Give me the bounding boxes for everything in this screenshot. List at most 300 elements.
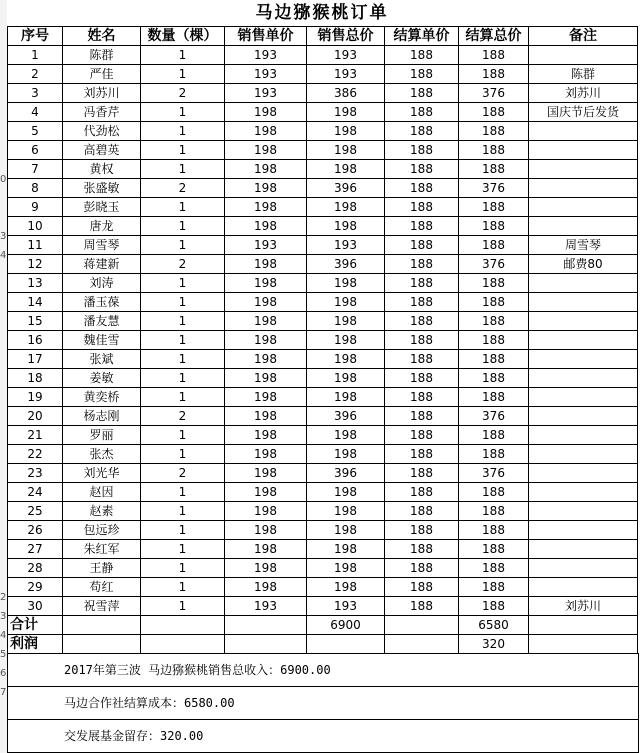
row-number-cell[interactable]: 10 [8, 217, 63, 236]
quantity-cell[interactable]: 1 [141, 274, 225, 293]
sheet-title: 马边猕猴桃订单 [255, 3, 389, 23]
quantity-cell[interactable]: 1 [141, 502, 225, 521]
sales-unit-price-cell[interactable]: 198 [225, 559, 307, 578]
header-note[interactable]: 备注 [529, 27, 638, 46]
sales-total-cell[interactable]: 198 [307, 198, 385, 217]
settle-unit-price-cell[interactable]: 188 [385, 84, 459, 103]
note-cell[interactable] [529, 464, 638, 483]
cell[interactable] [141, 616, 225, 635]
sales-unit-price-cell[interactable]: 198 [225, 179, 307, 198]
quantity-cell[interactable]: 1 [141, 426, 225, 445]
row-number-cell[interactable]: 5 [8, 122, 63, 141]
settle-total-cell[interactable]: 188 [459, 122, 529, 141]
sales-unit-price-cell[interactable]: 198 [225, 122, 307, 141]
row-number-gutter [0, 0, 7, 753]
settle-unit-price-cell[interactable]: 188 [385, 483, 459, 502]
note-cell[interactable] [529, 46, 638, 65]
note-cell[interactable] [529, 578, 638, 597]
settle-total-cell[interactable]: 188 [459, 445, 529, 464]
table-row [8, 293, 638, 312]
customer-name-cell[interactable]: 苟红 [63, 578, 141, 597]
settle-unit-price-cell[interactable]: 188 [385, 597, 459, 616]
row-number-cell[interactable]: 8 [8, 179, 63, 198]
cell[interactable] [225, 616, 307, 635]
table-row [8, 540, 638, 559]
quantity-cell[interactable]: 1 [141, 65, 225, 84]
customer-name-cell[interactable]: 姜敏 [63, 369, 141, 388]
note-cell[interactable] [529, 369, 638, 388]
settle-unit-price-cell[interactable]: 188 [385, 236, 459, 255]
table-row [8, 312, 638, 331]
note-cell[interactable] [529, 483, 638, 502]
settle-unit-price-cell[interactable]: 188 [385, 369, 459, 388]
header-settle-total[interactable]: 结算总价 [459, 27, 529, 46]
quantity-cell[interactable]: 1 [141, 445, 225, 464]
note-cell[interactable]: 刘苏川 [529, 597, 638, 616]
row-number-cell[interactable]: 29 [8, 578, 63, 597]
row-number-cell[interactable]: 30 [8, 597, 63, 616]
sales-total-cell[interactable]: 193 [307, 597, 385, 616]
quantity-cell[interactable]: 2 [141, 179, 225, 198]
customer-name-cell[interactable]: 潘友慧 [63, 312, 141, 331]
table-row [8, 521, 638, 540]
sales-total-cell[interactable]: 198 [307, 312, 385, 331]
header-name[interactable]: 姓名 [63, 27, 141, 46]
table-row [8, 426, 638, 445]
settle-unit-price-cell[interactable]: 188 [385, 274, 459, 293]
sales-unit-price-cell[interactable]: 198 [225, 369, 307, 388]
customer-name-cell[interactable]: 陈群 [63, 46, 141, 65]
customer-name-cell[interactable]: 高碧英 [63, 141, 141, 160]
customer-name-cell[interactable]: 魏佳雪 [63, 331, 141, 350]
sales-unit-price-cell[interactable]: 198 [225, 198, 307, 217]
cell[interactable] [385, 616, 459, 635]
customer-name-cell[interactable]: 刘光华 [63, 464, 141, 483]
note-cell[interactable] [529, 274, 638, 293]
customer-name-cell[interactable]: 蒋建新 [63, 255, 141, 274]
row-number-cell[interactable]: 20 [8, 407, 63, 426]
customer-name-cell[interactable]: 祝雪萍 [63, 597, 141, 616]
sales-unit-price-cell[interactable]: 198 [225, 407, 307, 426]
settle-total-cell[interactable]: 376 [459, 179, 529, 198]
sales-unit-price-cell[interactable]: 193 [225, 84, 307, 103]
sales-unit-price-cell[interactable]: 198 [225, 578, 307, 597]
sales-total-cell[interactable]: 198 [307, 426, 385, 445]
sales-unit-price-cell[interactable]: 193 [225, 46, 307, 65]
settle-unit-price-cell[interactable]: 188 [385, 141, 459, 160]
customer-name-cell[interactable]: 罗丽 [63, 426, 141, 445]
table-row [8, 445, 638, 464]
settle-unit-price-cell[interactable]: 188 [385, 540, 459, 559]
sales-total-cell[interactable]: 198 [307, 274, 385, 293]
customer-name-cell[interactable]: 杨志刚 [63, 407, 141, 426]
note-cell[interactable]: 周雪琴 [529, 236, 638, 255]
summary-fund[interactable]: 交发展基金留存：320.00 [8, 719, 638, 752]
quantity-cell[interactable]: 1 [141, 597, 225, 616]
note-cell[interactable] [529, 160, 638, 179]
quantity-cell[interactable]: 1 [141, 293, 225, 312]
sales-unit-price-cell[interactable]: 198 [225, 464, 307, 483]
quantity-cell[interactable]: 2 [141, 464, 225, 483]
settle-total-cell[interactable]: 188 [459, 65, 529, 84]
quantity-cell[interactable]: 1 [141, 198, 225, 217]
customer-name-cell[interactable]: 代劲松 [63, 122, 141, 141]
sales-unit-price-cell[interactable]: 198 [225, 350, 307, 369]
row-number-cell[interactable]: 25 [8, 502, 63, 521]
sales-total-cell[interactable]: 198 [307, 160, 385, 179]
table-row [8, 236, 638, 255]
customer-name-cell[interactable]: 周雪琴 [63, 236, 141, 255]
cell[interactable] [385, 635, 459, 654]
quantity-cell[interactable]: 1 [141, 483, 225, 502]
settle-total-cell[interactable]: 188 [459, 160, 529, 179]
settle-total-sum[interactable]: 6580 [459, 616, 529, 635]
sales-total-cell[interactable]: 198 [307, 122, 385, 141]
sales-unit-price-cell[interactable]: 198 [225, 312, 307, 331]
sales-total-cell[interactable]: 198 [307, 293, 385, 312]
customer-name-cell[interactable]: 张杰 [63, 445, 141, 464]
settle-total-cell[interactable]: 188 [459, 388, 529, 407]
sales-total-cell[interactable]: 198 [307, 217, 385, 236]
profit-label[interactable]: 利润 [8, 635, 63, 654]
row-number-cell[interactable]: 21 [8, 426, 63, 445]
settle-unit-price-cell[interactable]: 188 [385, 293, 459, 312]
sales-total-cell[interactable]: 198 [307, 331, 385, 350]
settle-total-cell[interactable]: 188 [459, 597, 529, 616]
settle-total-cell[interactable]: 188 [459, 578, 529, 597]
customer-name-cell[interactable]: 张斌 [63, 350, 141, 369]
note-cell[interactable] [529, 388, 638, 407]
sales-unit-price-cell[interactable]: 193 [225, 65, 307, 84]
sales-unit-price-cell[interactable]: 198 [225, 141, 307, 160]
totals-label[interactable]: 合计 [8, 616, 63, 635]
quantity-cell[interactable]: 2 [141, 84, 225, 103]
quantity-cell[interactable]: 1 [141, 312, 225, 331]
note-cell[interactable] [529, 350, 638, 369]
table-row [8, 407, 638, 426]
customer-name-cell[interactable]: 黄权 [63, 160, 141, 179]
row-number-cell[interactable]: 9 [8, 198, 63, 217]
row-number-cell[interactable]: 18 [8, 369, 63, 388]
settle-total-cell[interactable]: 376 [459, 84, 529, 103]
header-qty[interactable]: 数量（棵） [141, 27, 225, 46]
sales-total-cell[interactable]: 198 [307, 540, 385, 559]
row-number-cell[interactable]: 16 [8, 331, 63, 350]
sales-total-cell[interactable]: 198 [307, 559, 385, 578]
sales-total-cell[interactable]: 198 [307, 388, 385, 407]
quantity-cell[interactable]: 1 [141, 236, 225, 255]
settle-total-cell[interactable]: 188 [459, 426, 529, 445]
sales-total-cell[interactable]: 193 [307, 65, 385, 84]
note-cell[interactable] [529, 331, 638, 350]
table-row [8, 217, 638, 236]
row-number-cell[interactable]: 27 [8, 540, 63, 559]
customer-name-cell[interactable]: 朱红军 [63, 540, 141, 559]
quantity-cell[interactable]: 1 [141, 160, 225, 179]
settle-total-cell[interactable]: 188 [459, 274, 529, 293]
header-row [8, 27, 638, 46]
settle-total-cell[interactable]: 376 [459, 407, 529, 426]
settle-unit-price-cell[interactable]: 188 [385, 426, 459, 445]
row-number-label: 2 [0, 592, 7, 603]
sales-unit-price-cell[interactable]: 198 [225, 217, 307, 236]
row-number-cell[interactable]: 23 [8, 464, 63, 483]
quantity-cell[interactable]: 1 [141, 559, 225, 578]
sales-unit-price-cell[interactable]: 198 [225, 445, 307, 464]
sales-unit-price-cell[interactable]: 198 [225, 274, 307, 293]
settle-total-cell[interactable]: 188 [459, 369, 529, 388]
note-cell[interactable] [529, 502, 638, 521]
sales-total-cell[interactable]: 386 [307, 84, 385, 103]
row-number-cell[interactable]: 22 [8, 445, 63, 464]
note-cell[interactable]: 邮费80 [529, 255, 638, 274]
note-cell[interactable]: 刘苏川 [529, 84, 638, 103]
settle-total-cell[interactable]: 188 [459, 540, 529, 559]
customer-name-cell[interactable]: 刘苏川 [63, 84, 141, 103]
row-number-label: 7 [0, 687, 7, 698]
row-number-cell[interactable]: 19 [8, 388, 63, 407]
sales-total-cell[interactable]: 396 [307, 407, 385, 426]
customer-name-cell[interactable]: 赵因 [63, 483, 141, 502]
sales-unit-price-cell[interactable]: 198 [225, 502, 307, 521]
customer-name-cell[interactable]: 刘涛 [63, 274, 141, 293]
sales-total-cell[interactable]: 396 [307, 464, 385, 483]
row-number-cell[interactable]: 6 [8, 141, 63, 160]
sales-unit-price-cell[interactable]: 193 [225, 236, 307, 255]
table-row [8, 84, 638, 103]
settle-total-cell[interactable]: 188 [459, 350, 529, 369]
settle-unit-price-cell[interactable]: 188 [385, 464, 459, 483]
settle-unit-price-cell[interactable]: 188 [385, 255, 459, 274]
customer-name-cell[interactable]: 唐龙 [63, 217, 141, 236]
settle-total-cell[interactable]: 188 [459, 521, 529, 540]
settle-unit-price-cell[interactable]: 188 [385, 388, 459, 407]
table-row [8, 179, 638, 198]
settle-unit-price-cell[interactable]: 188 [385, 407, 459, 426]
sales-total-cell[interactable]: 198 [307, 369, 385, 388]
sales-total-sum[interactable]: 6900 [307, 616, 385, 635]
table-row [8, 483, 638, 502]
totals-row [8, 616, 638, 635]
row-number-cell[interactable]: 1 [8, 46, 63, 65]
cell[interactable] [63, 616, 141, 635]
quantity-cell[interactable]: 1 [141, 540, 225, 559]
header-settle-unit[interactable]: 结算单价 [385, 27, 459, 46]
note-cell[interactable] [529, 122, 638, 141]
customer-name-cell[interactable]: 赵素 [63, 502, 141, 521]
sales-unit-price-cell[interactable]: 198 [225, 540, 307, 559]
settle-unit-price-cell[interactable]: 188 [385, 217, 459, 236]
cell[interactable] [307, 635, 385, 654]
settle-unit-price-cell[interactable]: 188 [385, 559, 459, 578]
header-no[interactable]: 序号 [8, 27, 63, 46]
profit-row [8, 635, 638, 654]
note-cell[interactable] [529, 559, 638, 578]
row-number-label: 3 [0, 611, 7, 622]
settle-unit-price-cell[interactable]: 188 [385, 65, 459, 84]
cell[interactable] [141, 635, 225, 654]
table-row [8, 464, 638, 483]
sales-total-cell[interactable]: 198 [307, 502, 385, 521]
sales-unit-price-cell[interactable]: 193 [225, 597, 307, 616]
sales-total-cell[interactable]: 198 [307, 578, 385, 597]
customer-name-cell[interactable]: 严佳 [63, 65, 141, 84]
note-cell[interactable] [529, 407, 638, 426]
sales-total-cell[interactable]: 193 [307, 236, 385, 255]
settle-total-cell[interactable]: 376 [459, 464, 529, 483]
sales-total-cell[interactable]: 193 [307, 46, 385, 65]
settle-total-cell[interactable]: 188 [459, 46, 529, 65]
settle-total-cell[interactable]: 188 [459, 559, 529, 578]
row-number-cell[interactable]: 7 [8, 160, 63, 179]
note-cell[interactable] [529, 179, 638, 198]
settle-total-cell[interactable]: 188 [459, 483, 529, 502]
quantity-cell[interactable]: 2 [141, 255, 225, 274]
row-number-label: 5 [0, 649, 7, 660]
table-row [8, 198, 638, 217]
header-unit-price[interactable]: 销售单价 [225, 27, 307, 46]
table-row [8, 103, 638, 122]
sales-total-cell[interactable]: 198 [307, 445, 385, 464]
settle-unit-price-cell[interactable]: 188 [385, 122, 459, 141]
settle-unit-price-cell[interactable]: 188 [385, 179, 459, 198]
quantity-cell[interactable]: 1 [141, 369, 225, 388]
sales-unit-price-cell[interactable]: 198 [225, 103, 307, 122]
row-number-cell[interactable]: 17 [8, 350, 63, 369]
settle-unit-price-cell[interactable]: 188 [385, 46, 459, 65]
settle-total-cell[interactable]: 376 [459, 255, 529, 274]
quantity-cell[interactable]: 1 [141, 122, 225, 141]
summary-cost[interactable]: 马边合作社结算成本：6580.00 [8, 686, 638, 719]
sales-unit-price-cell[interactable]: 198 [225, 426, 307, 445]
customer-name-cell[interactable]: 黄奕桥 [63, 388, 141, 407]
table-row [8, 331, 638, 350]
quantity-cell[interactable]: 2 [141, 407, 225, 426]
sales-total-cell[interactable]: 198 [307, 103, 385, 122]
quantity-cell[interactable]: 1 [141, 103, 225, 122]
settle-unit-price-cell[interactable]: 188 [385, 578, 459, 597]
row-number-cell[interactable]: 4 [8, 103, 63, 122]
settle-unit-price-cell[interactable]: 188 [385, 198, 459, 217]
sales-total-cell[interactable]: 396 [307, 179, 385, 198]
note-cell[interactable]: 国庆节后发货 [529, 103, 638, 122]
note-cell[interactable] [529, 141, 638, 160]
row-number-label: 3 [0, 231, 7, 242]
settle-unit-price-cell[interactable]: 188 [385, 350, 459, 369]
settle-total-cell[interactable]: 188 [459, 312, 529, 331]
sales-unit-price-cell[interactable]: 198 [225, 388, 307, 407]
quantity-cell[interactable]: 1 [141, 217, 225, 236]
sales-unit-price-cell[interactable]: 198 [225, 293, 307, 312]
settle-total-cell[interactable]: 188 [459, 141, 529, 160]
note-cell[interactable] [529, 293, 638, 312]
sales-unit-price-cell[interactable]: 198 [225, 331, 307, 350]
table-row [8, 350, 638, 369]
settle-unit-price-cell[interactable]: 188 [385, 331, 459, 350]
row-number-cell[interactable]: 28 [8, 559, 63, 578]
note-cell[interactable] [529, 312, 638, 331]
quantity-cell[interactable]: 1 [141, 578, 225, 597]
sales-unit-price-cell[interactable]: 198 [225, 255, 307, 274]
sales-unit-price-cell[interactable]: 198 [225, 521, 307, 540]
sales-total-cell[interactable]: 396 [307, 255, 385, 274]
sales-unit-price-cell[interactable]: 198 [225, 160, 307, 179]
table-row [8, 578, 638, 597]
table-row [8, 255, 638, 274]
row-number-cell[interactable]: 3 [8, 84, 63, 103]
table-row [8, 46, 638, 65]
header-sales-total[interactable]: 销售总价 [307, 27, 385, 46]
profit-value[interactable]: 320 [459, 635, 529, 654]
customer-name-cell[interactable]: 王静 [63, 559, 141, 578]
sales-total-cell[interactable]: 198 [307, 521, 385, 540]
cell[interactable] [225, 635, 307, 654]
table-row [8, 597, 638, 616]
settle-total-cell[interactable]: 188 [459, 331, 529, 350]
customer-name-cell[interactable]: 冯香芹 [63, 103, 141, 122]
note-cell[interactable] [529, 426, 638, 445]
customer-name-cell[interactable]: 包远珍 [63, 521, 141, 540]
row-number-cell[interactable]: 15 [8, 312, 63, 331]
settle-unit-price-cell[interactable]: 188 [385, 502, 459, 521]
sales-total-cell[interactable]: 198 [307, 483, 385, 502]
settle-total-cell[interactable]: 188 [459, 502, 529, 521]
quantity-cell[interactable]: 1 [141, 388, 225, 407]
settle-total-cell[interactable]: 188 [459, 293, 529, 312]
note-cell[interactable] [529, 521, 638, 540]
summary-revenue[interactable]: 2017年第三波 马边猕猴桃销售总收入：6900.00 [8, 653, 638, 686]
settle-unit-price-cell[interactable]: 188 [385, 312, 459, 331]
settle-unit-price-cell[interactable]: 188 [385, 521, 459, 540]
quantity-cell[interactable]: 1 [141, 331, 225, 350]
note-cell[interactable]: 陈群 [529, 65, 638, 84]
cell[interactable] [529, 616, 638, 635]
settle-total-cell[interactable]: 188 [459, 198, 529, 217]
row-number-cell[interactable]: 13 [8, 274, 63, 293]
note-cell[interactable] [529, 217, 638, 236]
row-number-cell[interactable]: 14 [8, 293, 63, 312]
note-cell[interactable] [529, 445, 638, 464]
customer-name-cell[interactable]: 张盛敏 [63, 179, 141, 198]
note-cell[interactable] [529, 540, 638, 559]
settle-total-cell[interactable]: 188 [459, 236, 529, 255]
quantity-cell[interactable]: 1 [141, 46, 225, 65]
customer-name-cell[interactable]: 彭晓玉 [63, 198, 141, 217]
settle-unit-price-cell[interactable]: 188 [385, 103, 459, 122]
table-row [8, 369, 638, 388]
settle-total-cell[interactable]: 188 [459, 217, 529, 236]
sales-total-cell[interactable]: 198 [307, 141, 385, 160]
cell[interactable] [529, 635, 638, 654]
quantity-cell[interactable]: 1 [141, 521, 225, 540]
table-row [8, 274, 638, 293]
customer-name-cell[interactable]: 潘玉葆 [63, 293, 141, 312]
row-number-cell[interactable]: 2 [8, 65, 63, 84]
quantity-cell[interactable]: 1 [141, 141, 225, 160]
row-number-cell[interactable]: 12 [8, 255, 63, 274]
cell[interactable] [63, 635, 141, 654]
quantity-cell[interactable]: 1 [141, 350, 225, 369]
sales-unit-price-cell[interactable]: 198 [225, 483, 307, 502]
note-cell[interactable] [529, 198, 638, 217]
row-number-cell[interactable]: 26 [8, 521, 63, 540]
settle-unit-price-cell[interactable]: 188 [385, 445, 459, 464]
row-number-cell[interactable]: 11 [8, 236, 63, 255]
settle-total-cell[interactable]: 188 [459, 103, 529, 122]
row-number-cell[interactable]: 24 [8, 483, 63, 502]
sales-total-cell[interactable]: 198 [307, 350, 385, 369]
settle-unit-price-cell[interactable]: 188 [385, 160, 459, 179]
